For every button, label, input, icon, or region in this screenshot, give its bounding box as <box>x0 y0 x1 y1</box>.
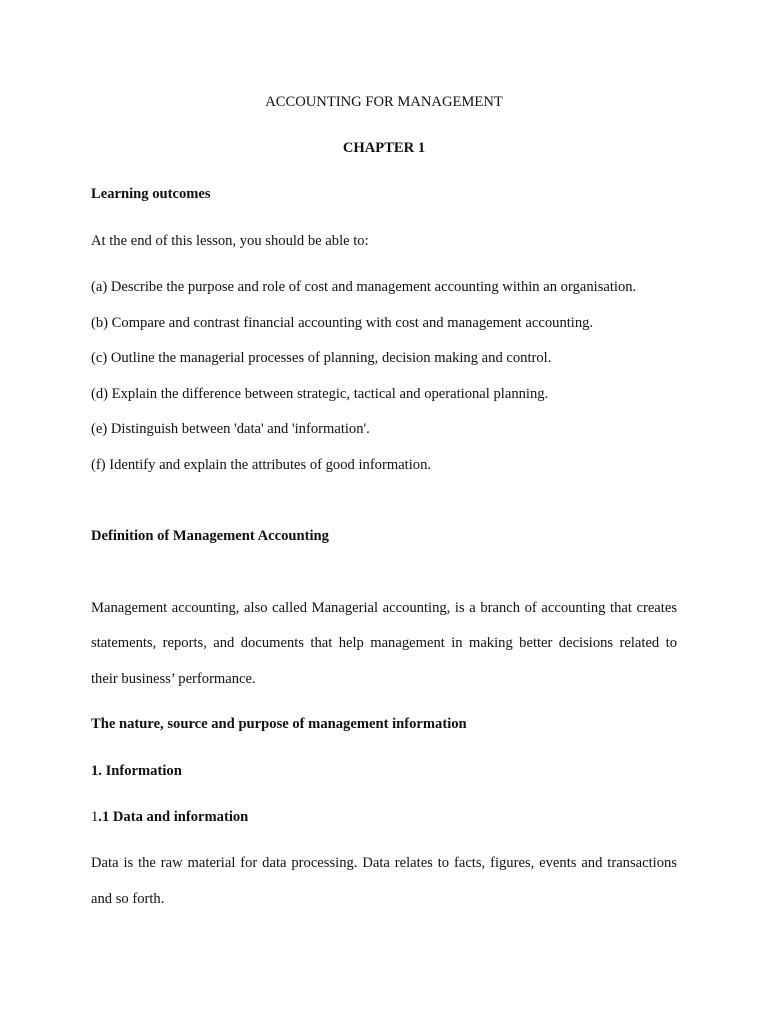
section-1-1-line-1: Data is the raw material for data processing. Data relates to facts, figures, events and transactions <box>91 855 677 871</box>
outcome-item-f: (f) Identify and explain the attributes of good information. <box>91 457 432 473</box>
outcome-item-b: (b) Compare and contrast financial accounting with cost and management accounting. <box>91 315 594 331</box>
definition-line-2: statements, reports, and documents that help management in making better decisions related to <box>91 635 677 651</box>
learning-outcomes-heading: Learning outcomes <box>91 186 211 202</box>
section-1-1-heading-rest: .1 Data and information <box>98 809 249 825</box>
section-1-heading: 1. Information <box>91 763 182 779</box>
document-title: ACCOUNTING FOR MANAGEMENT <box>265 94 503 110</box>
outcome-item-a: (a) Describe the purpose and role of cost and management accounting within an organisation. <box>91 279 637 295</box>
definition-line-3: their business’ performance. <box>91 671 256 687</box>
outcome-item-e: (e) Distinguish between 'data' and 'information'. <box>91 421 370 437</box>
outcome-item-c: (c) Outline the managerial processes of planning, decision making and control. <box>91 350 552 366</box>
outcome-item-d: (d) Explain the difference between strategic, tactical and operational planning. <box>91 386 549 402</box>
chapter-heading: CHAPTER 1 <box>342 140 426 156</box>
learning-outcomes-intro: At the end of this lesson, you should be able to: <box>91 233 369 249</box>
definition-line-1: Management accounting, also called Managerial accounting, is a branch of accounting that creates <box>91 600 677 616</box>
nature-heading: The nature, source and purpose of management information <box>91 716 467 732</box>
definition-heading: Definition of Management Accounting <box>91 528 329 544</box>
section-1-1-heading <box>91 808 248 826</box>
section-1-1-line-2: and so forth. <box>91 891 165 907</box>
section-1-1-heading-prefix: 1 <box>91 809 99 825</box>
